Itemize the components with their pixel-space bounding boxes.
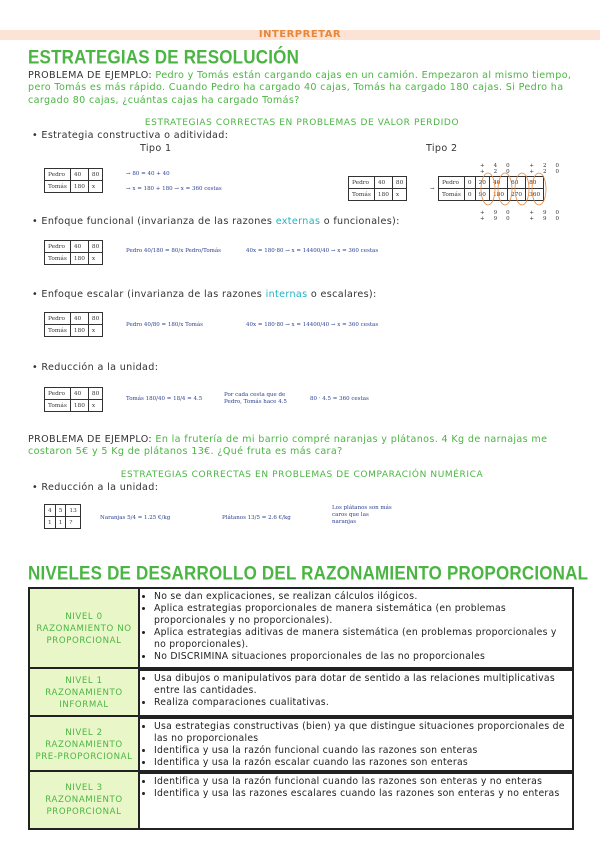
level-2-row	[28, 715, 574, 774]
level-3-items	[144, 776, 568, 800]
cell: 180	[70, 253, 88, 265]
cell: 80	[88, 313, 102, 325]
cell: 80	[88, 241, 102, 253]
example-text: Pedro y Tomás están cargando cajas en un camión. Empezaron al mismo tiempo, pero Tomás es más rápido. Cuando Pedro ha cargado 40 cajas, Tomás ha cargado 180 cajas. Si Pedro ha cargado 80 cajas, ¿cuántas cajas ha cargado Tomás?	[28, 70, 572, 106]
level-3-row	[28, 770, 574, 830]
level-2-name: NIVEL 2 RAZONAMIENTO PRE-PROPORCIONAL	[30, 717, 140, 772]
header-title: INTERPRETAR	[258, 29, 342, 40]
arrow: →	[430, 186, 435, 192]
tipo1-label: Tipo 1	[140, 143, 172, 154]
example-text: En la frutería de mi barrio compré naranjas y plátanos. 4 Kg de narnajas me costaron 5€ y 5 Kg de plátanos 13€. ¿Qué fruta es más cara?	[28, 434, 548, 458]
calc-funcional: Pedro 40/180 = 80/x Pedro/Tomás	[126, 248, 221, 254]
table-reduccion	[44, 387, 103, 412]
level-1-name: NIVEL 1 RAZONAMIENTO INFORMAL	[30, 669, 140, 717]
calc-tipo1-a: → 80 = 40 + 40	[126, 171, 170, 177]
list-item: • Usa estrategias constructivas (bien) ya que distingue situaciones proporcionales de las no proporcionales	[154, 721, 568, 745]
cell: 5	[55, 505, 66, 517]
cell: 180	[70, 325, 88, 337]
text: Reducción a la unidad:	[41, 362, 159, 373]
level-1-items	[144, 673, 568, 709]
cell: x	[392, 189, 406, 201]
table-escalar	[44, 312, 103, 337]
cell: 4	[45, 505, 56, 517]
cell: 270	[508, 189, 526, 201]
cell: 1	[45, 517, 56, 529]
cell: Pedro	[45, 313, 71, 325]
level-3-name: NIVEL 3 RAZONAMIENTO PROPORCIONAL	[30, 772, 140, 828]
level-0-name: NIVEL 0 RAZONAMIENTO NO PROPORCIONAL	[30, 589, 140, 669]
cell: Pedro	[45, 388, 71, 400]
bullet-reduccion: • Reducción a la unidad:	[32, 362, 159, 373]
cell: ?	[66, 517, 80, 529]
calc-escalar-result: 40x = 180·80 → x = 14400/40 → x = 360 cestas	[246, 322, 379, 328]
bullet-constructiva-label: Estrategia constructiva o aditividad:	[41, 130, 229, 141]
list-item: • No DISCRIMINA situaciones proporcionales de las no proporcionales	[154, 651, 568, 663]
highlight-internas: internas	[265, 289, 308, 300]
text: o escalares):	[307, 289, 377, 300]
cell: 80	[88, 169, 102, 181]
list-item: • Aplica estrategias aditivas de manera sistemática (en problemas proporcionales y no proporcionales).	[154, 627, 568, 651]
tipo2-label: Tipo 2	[426, 143, 458, 154]
calc-tipo1-b: → x = 180 + 180 → x = 360 cestas	[126, 186, 222, 192]
list-item: • Usa dibujos o manipulativos para dotar de sentido a las relaciones multiplicativas entre las cantidades.	[154, 673, 568, 697]
cell: Tomás	[45, 253, 71, 265]
cell: 90	[475, 189, 489, 201]
bullet-funcional: • Enfoque funcional (invarianza de las razones externas o funcionales):	[32, 216, 400, 227]
list-item: • Realiza comparaciones cualitativas.	[154, 697, 568, 709]
cell: 40	[70, 241, 88, 253]
cell: 40	[70, 169, 88, 181]
cell: 40	[70, 313, 88, 325]
calc-funcional-result: 40x = 180·80 → x = 14400/40 → x = 360 cestas	[246, 248, 379, 254]
list-item: • Aplica estrategias proporcionales de manera sistemática (en problemas proporcionales y no proporcionales).	[154, 603, 568, 627]
cell: 180	[489, 189, 507, 201]
foot: +90	[529, 216, 568, 222]
calc-comp-b: Plátanos 13/5 = 2.6 €/kg	[222, 515, 291, 521]
cell: 40	[489, 177, 507, 189]
bullet-reduccion-2: • Reducción a la unidad:	[32, 482, 159, 493]
table-funcional	[44, 240, 103, 265]
cell: 13	[66, 505, 80, 517]
example-problem-2	[28, 434, 576, 459]
text: Enfoque funcional (invarianza de las razones	[41, 216, 276, 227]
highlight-externas: externas	[275, 216, 321, 227]
text: Reducción a la unidad:	[41, 482, 159, 493]
cell: Pedro	[45, 241, 71, 253]
cell: Tomás	[45, 181, 71, 193]
cell: Pedro	[349, 177, 375, 189]
cell: 80	[88, 388, 102, 400]
calc-escalar: Pedro 40/80 = 180/x Tomás	[126, 322, 203, 328]
list-item: • Identifica y usa la razón funcional cuando las razones son enteras y no enteras	[154, 776, 568, 788]
cell: x	[88, 400, 102, 412]
calc-reduccion-note: Por cada cesta que de Pedro, Tomás hace 4.5	[224, 392, 287, 405]
cell: 180	[374, 189, 392, 201]
oval	[498, 173, 512, 205]
cell: 180	[70, 181, 88, 193]
bullet-escalar: • Enfoque escalar (invarianza de las razones internas o escalares):	[32, 289, 377, 300]
oval	[532, 173, 546, 205]
cell: x	[88, 253, 102, 265]
oval	[481, 173, 495, 205]
cell: 180	[70, 400, 88, 412]
cell: 40	[70, 388, 88, 400]
head: +40	[480, 163, 519, 169]
text: Enfoque escalar (invarianza de las razones	[41, 289, 266, 300]
cell: Tomás	[45, 400, 71, 412]
calc-reduccion: Tomás 180/40 = 18/4 = 4.5	[126, 396, 203, 402]
foot: +90	[529, 210, 568, 216]
cell: 80	[526, 177, 544, 189]
bullet-constructiva: • Estrategia constructiva o aditividad:	[32, 130, 229, 141]
cell: Tomás	[439, 189, 465, 201]
cell: 40	[374, 177, 392, 189]
subtitle-comparacion: ESTRATEGIAS CORRECTAS EN PROBLEMAS DE COMPARACIÓN NUMÉRICA	[120, 470, 484, 480]
text: o funcionales):	[320, 216, 400, 227]
example-label: PROBLEMA DE EJEMPLO:	[28, 70, 153, 81]
cell: 20	[475, 177, 489, 189]
cell: Pedro	[439, 177, 465, 189]
foot: +90	[480, 216, 519, 222]
list-item: • Identifica y usa la razón escalar cuando las razones son enteras	[154, 757, 568, 769]
cell: 60	[508, 177, 526, 189]
subtitle-valor-perdido: ESTRATEGIAS CORRECTAS EN PROBLEMAS DE VALOR PERDIDO	[144, 118, 460, 128]
cell: x	[88, 325, 102, 337]
list-item: • Identifica y usa la razón funcional cuando las razones son enteras	[154, 745, 568, 757]
calc-comp-a: Naranjas 5/4 = 1.25 €/kg	[100, 515, 171, 521]
cell: 360	[526, 189, 544, 201]
cell: Tomás	[45, 325, 71, 337]
head: +20	[529, 163, 568, 169]
cell: Tomás	[349, 189, 375, 201]
head: +20	[529, 169, 568, 175]
cell: 80	[392, 177, 406, 189]
level-1-row	[28, 667, 574, 719]
head: +20	[480, 169, 519, 175]
cell: 0	[464, 177, 475, 189]
level-0-row	[28, 587, 574, 671]
list-item: • No se dan explicaciones, se realizan cálculos ilógicos.	[154, 591, 568, 603]
level-2-items	[144, 721, 568, 769]
cell: x	[88, 181, 102, 193]
list-item: • Identifica y usa las razones escalares cuando las razones son enteras y no enteras	[154, 788, 568, 800]
section-title-estrategias: ESTRATEGIAS DE RESOLUCIÓN	[28, 46, 300, 68]
calc-comp-note: Los plátanos son más caros que las naranjas	[332, 505, 392, 525]
cell: 0	[464, 189, 475, 201]
table-comparacion	[44, 504, 81, 529]
section-title-niveles: NIVELES DE DESARROLLO DEL RAZONAMIENTO PROPORCIONAL	[28, 562, 589, 584]
level-0-items	[144, 591, 568, 663]
cell: Pedro	[45, 169, 71, 181]
cell: 1	[55, 517, 66, 529]
example-label: PROBLEMA DE EJEMPLO:	[28, 434, 153, 445]
oval	[515, 173, 529, 205]
foot: +90	[480, 210, 519, 216]
calc-reduccion-result: 80 · 4.5 = 360 cestas	[310, 396, 369, 402]
